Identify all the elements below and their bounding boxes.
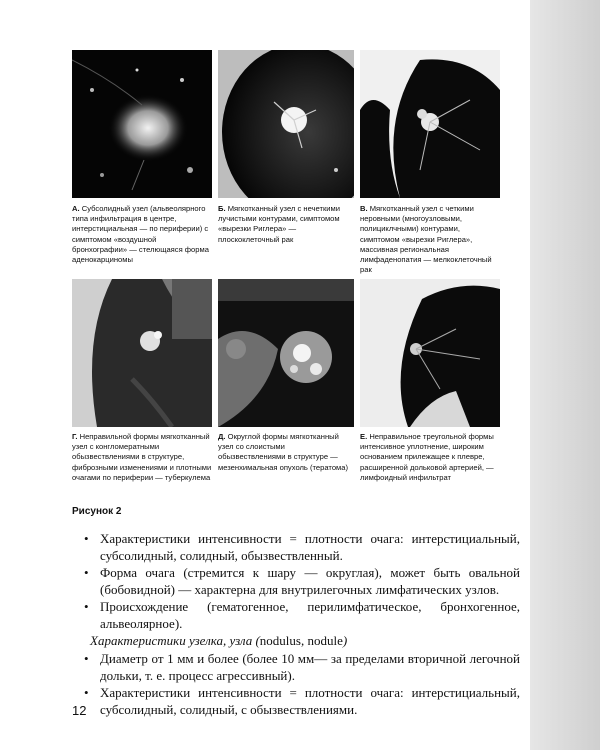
list-intensity: [84, 530, 520, 632]
list-item: • Диаметр от 1 мм и более (более 10 мм— за пределами вторичной легочной дольки, т. е. процесс агрессивный).: [84, 650, 520, 684]
ct-image-f: [360, 279, 500, 427]
caption-a: А. Субсолидный узел (альвеолярного типа инфильтрация в центре, интерстициальная — по периферии) с симптомом «воздушной бронхографии» — стелющаяся форма аденокарциномы: [72, 204, 209, 265]
ct-image-e: [218, 279, 354, 427]
caption-d: Г. Неправильной формы мягкотканный узел с конгломератными обызвествлениями в структуре, фиброзными изменениями и плотными очагами по периферии — туберкулема: [72, 432, 212, 482]
list-nodule: [84, 650, 520, 718]
caption-b: Б. Мягкотканный узел с нечеткими лучистыми контурами, симптомом «вырезки Риглера» — плоскоклеточный рак: [218, 204, 340, 244]
ct-image-a: [72, 50, 212, 198]
figure-label: Рисунок 2: [72, 506, 122, 517]
list-item: • Форма очага (стремится к шару — округлая), может быть овальной (бобовидной) — характерна для внутрилегочных лимфатических узлов.: [84, 564, 520, 598]
section-subheading: Характеристики узелка, узла (nodulus, nodule): [90, 633, 348, 648]
page-edge-shadow: [530, 0, 600, 750]
list-item: • Характеристики интенсивности = плотности очага: интерстициальный, субсолидный, солидный, обызвествленный.: [84, 530, 520, 564]
caption-e: Д. Округлой формы мягкотканный узел со слоистыми обызвествлениями в структуре — мезенхимальная опухоль (тератома): [218, 432, 349, 472]
ct-image-b: [218, 50, 354, 198]
ct-image-d: [72, 279, 212, 427]
page-number: 12: [72, 703, 87, 718]
caption-f: Е. Неправильное треугольной формы интенсивное уплотнение, широким основанием прилежащее к плевре, расширенной дольковой артерией, — лимфоидный инфильтрат: [360, 432, 494, 482]
list-item: • Характеристики интенсивности = плотности очага: интерстициальный, субсолидный, солидный, с обызвествлениями.: [84, 684, 520, 718]
list-item: • Происхождение (гематогенное, перилимфатическое, бронхогенное, альвеолярное).: [84, 598, 520, 632]
ct-image-c: [360, 50, 500, 198]
caption-c: В. Мягкотканный узел с четкими неровными (многоузловыми, полициклчными) контурами, симптомом «вырезки Риглера», массивная региональная лимфаденопатия — мелкоклеточный рак: [360, 204, 492, 275]
